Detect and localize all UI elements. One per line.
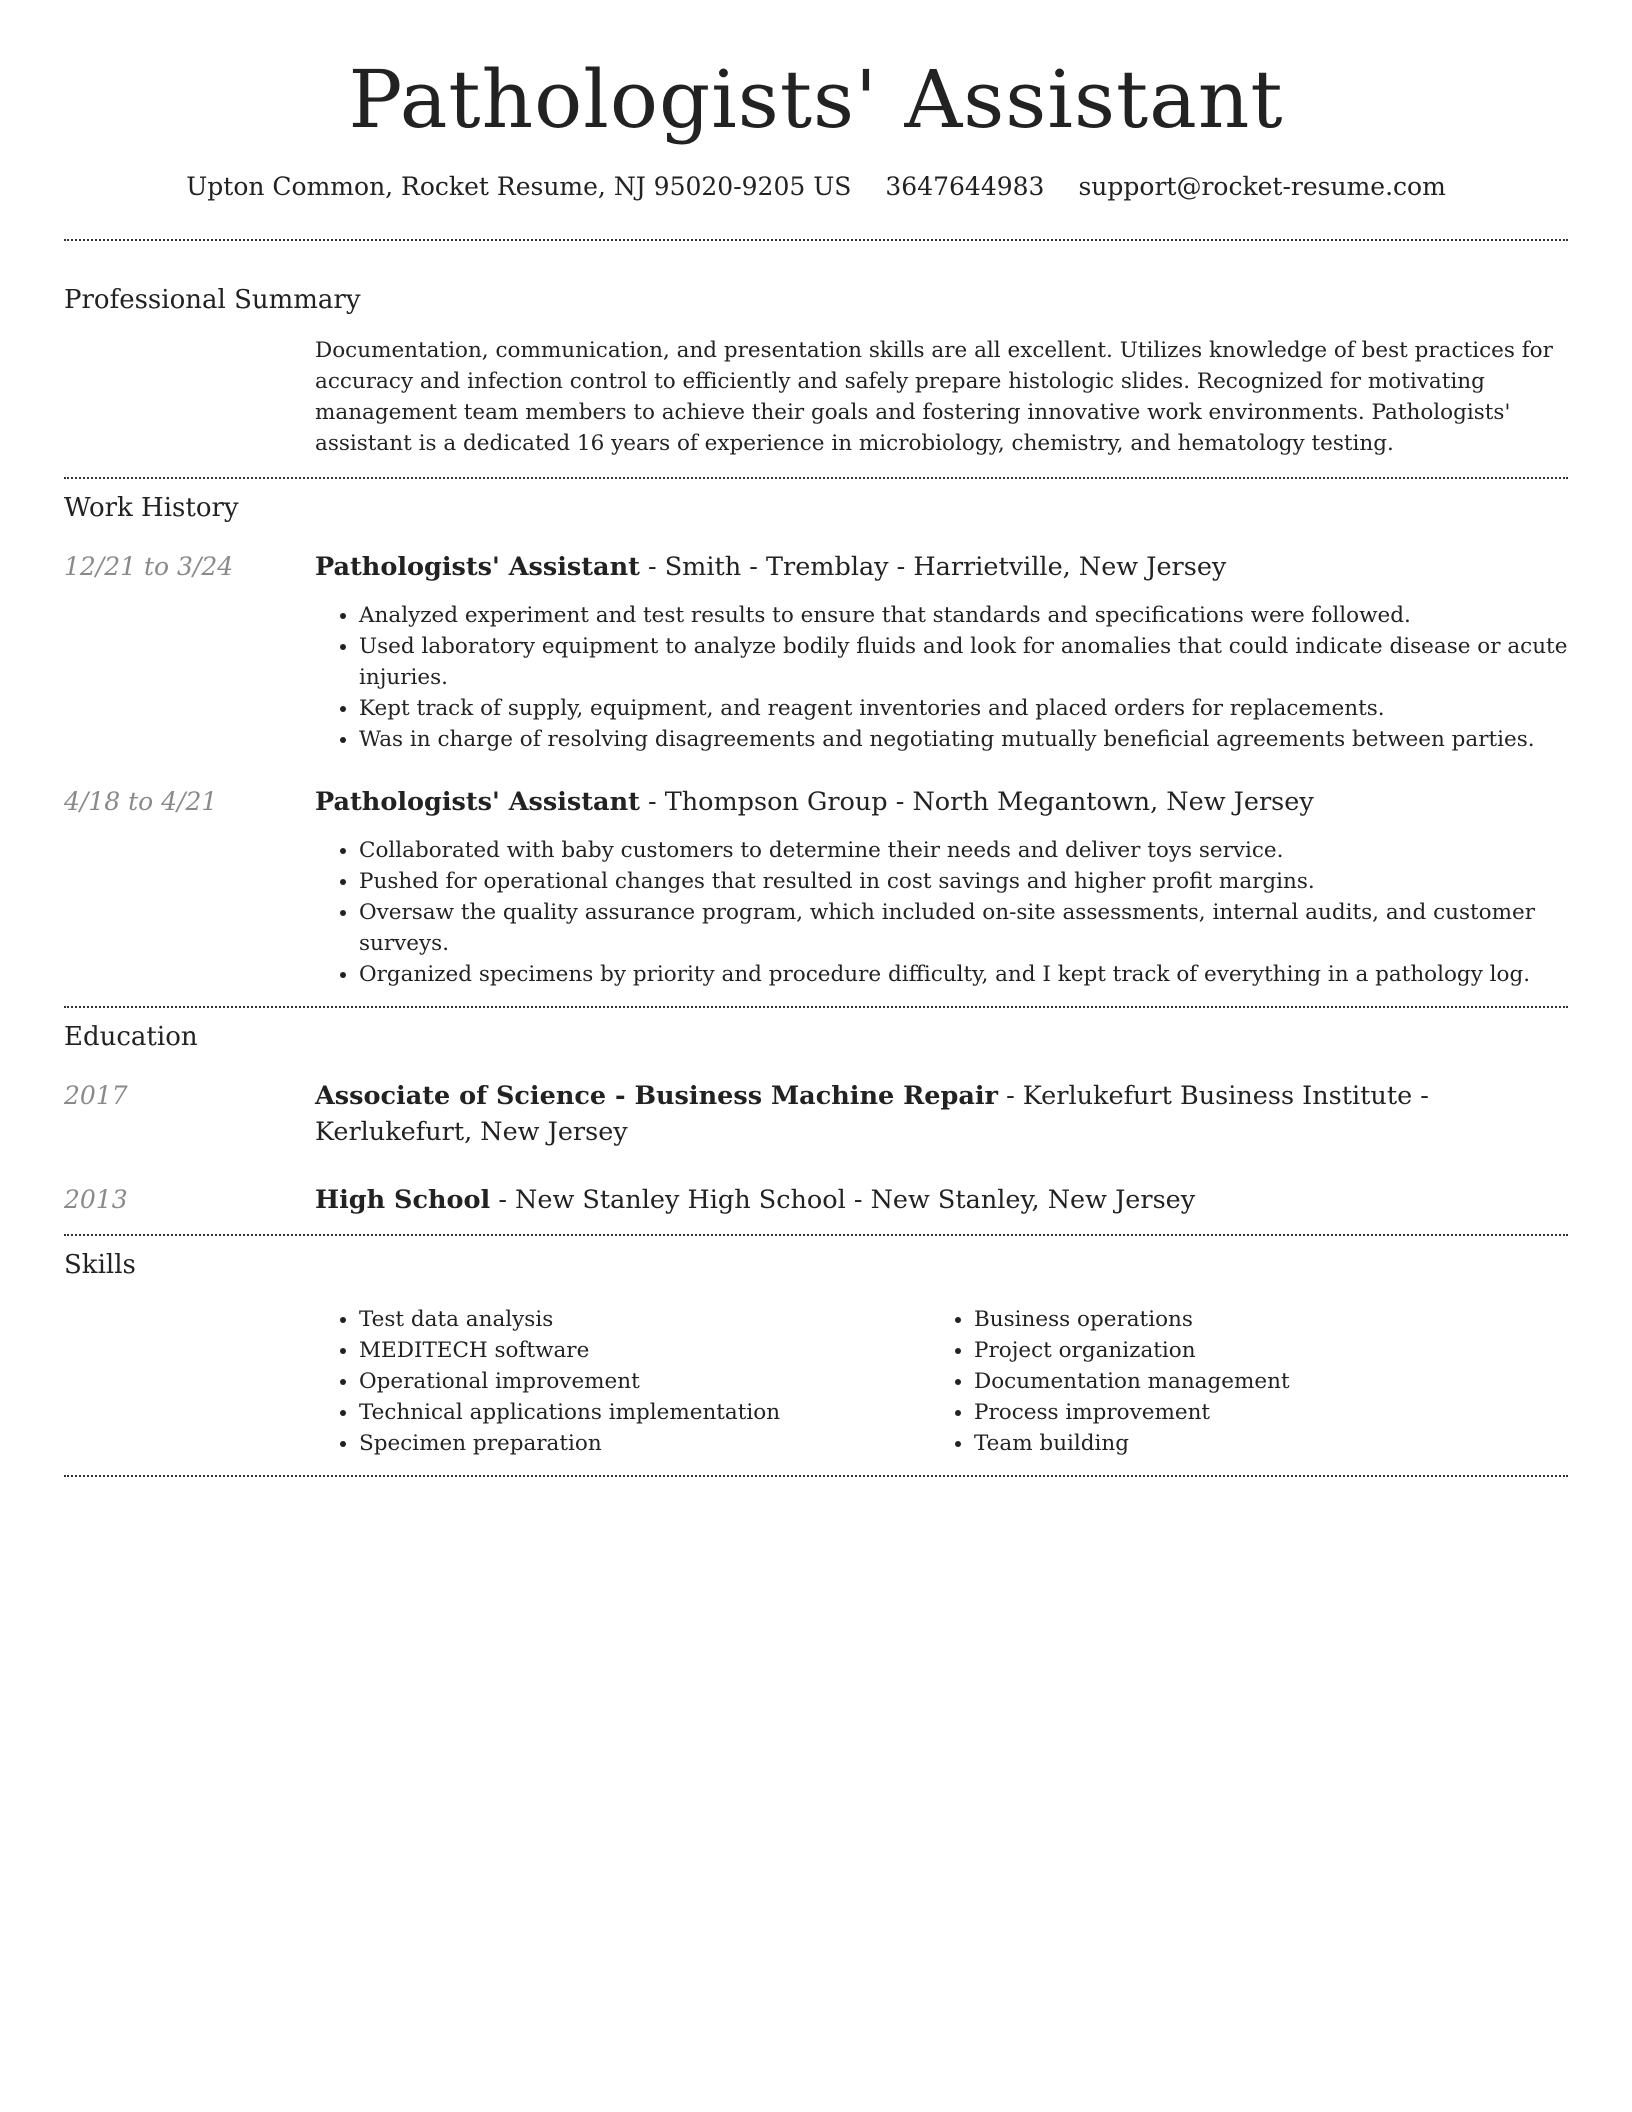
contact-info bbox=[64, 170, 1568, 204]
education-entry-heading bbox=[315, 1182, 1568, 1218]
education-divider bbox=[64, 1234, 1568, 1236]
education-year: 2017 bbox=[64, 1081, 128, 1110]
work-divider bbox=[64, 1006, 1568, 1008]
work-entry-dates: 12/21 to 3/24 bbox=[64, 552, 234, 581]
work-entry-employer: - Thompson Group - North Megantown, New Jersey bbox=[639, 787, 1314, 817]
work-entry-role: Pathologists' Assistant bbox=[315, 552, 640, 582]
education-entry bbox=[64, 1078, 1568, 1150]
skills-column-left bbox=[315, 1304, 930, 1459]
education-title: Education bbox=[64, 1022, 198, 1052]
skill-item: • Documentation management bbox=[974, 1366, 1545, 1397]
work-entry-body bbox=[315, 549, 1568, 755]
contact-email: support@rocket-resume.com bbox=[1078, 172, 1446, 201]
education-degree: Associate of Science - Business Machine Repair bbox=[315, 1081, 998, 1111]
contact-address: Upton Common, Rocket Resume, NJ 95020-9205 US bbox=[186, 172, 852, 201]
skill-item: • Operational improvement bbox=[359, 1366, 930, 1397]
summary-divider bbox=[64, 477, 1568, 479]
summary-text: Documentation, communication, and presentation skills are all excellent. Utilizes knowledge of best practices for accuracy and infection control to efficiently and safely prepare histologic slides. Recognized for motivating management team members to achieve their goals and fostering innovative work environments. Pathologists' assistant is a dedicated 16 years of experience in microbiology, chemistry, and hematology testing. bbox=[315, 338, 1553, 456]
work-history-title: Work History bbox=[64, 493, 239, 523]
work-entry-body bbox=[315, 784, 1568, 990]
work-history-section bbox=[64, 491, 1568, 1006]
skills-title: Skills bbox=[64, 1250, 136, 1280]
work-bullet: • Oversaw the quality assurance program, which included on-site assessments, internal audits, and customer surveys. bbox=[359, 897, 1568, 959]
skills-divider bbox=[64, 1475, 1568, 1477]
education-entry-body bbox=[315, 1182, 1568, 1218]
education-degree: High School bbox=[315, 1185, 491, 1215]
work-entry-bullets bbox=[315, 600, 1568, 755]
work-bullet: • Analyzed experiment and test results to ensure that standards and specifications were followed. bbox=[359, 600, 1568, 631]
summary-section bbox=[64, 283, 1568, 477]
work-bullet: • Kept track of supply, equipment, and reagent inventories and placed orders for replacements. bbox=[359, 693, 1568, 724]
work-entry-role: Pathologists' Assistant bbox=[315, 787, 640, 817]
work-entry bbox=[64, 549, 1568, 755]
education-institution: - Kerlukefurt Business Institute - Kerlukefurt, New Jersey bbox=[315, 1081, 1429, 1147]
skill-item: • Test data analysis bbox=[359, 1304, 930, 1335]
education-entry bbox=[64, 1182, 1568, 1218]
work-bullet: • Used laboratory equipment to analyze bodily fluids and look for anomalies that could indicate disease or acute injuries. bbox=[359, 631, 1568, 693]
work-entry-bullets bbox=[315, 835, 1568, 990]
education-entry-heading bbox=[315, 1078, 1568, 1150]
education-institution: - New Stanley High School - New Stanley, New Jersey bbox=[490, 1185, 1196, 1215]
header-divider bbox=[64, 239, 1568, 241]
work-bullet: • Was in charge of resolving disagreements and negotiating mutually beneficial agreements between parties. bbox=[359, 724, 1568, 755]
skill-item: • Technical applications implementation bbox=[359, 1397, 930, 1428]
summary-title: Professional Summary bbox=[64, 285, 361, 315]
work-entry bbox=[64, 784, 1568, 990]
education-year: 2013 bbox=[64, 1185, 128, 1214]
skill-item: • Specimen preparation bbox=[359, 1428, 930, 1459]
skill-item: • Business operations bbox=[974, 1304, 1545, 1335]
skill-item: • MEDITECH software bbox=[359, 1335, 930, 1366]
skill-item: • Process improvement bbox=[974, 1397, 1545, 1428]
work-entry-heading bbox=[315, 549, 1568, 585]
skills-section bbox=[64, 1248, 1568, 1475]
candidate-name: Pathologists' Assistant bbox=[348, 53, 1284, 146]
skill-item: • Project organization bbox=[974, 1335, 1545, 1366]
work-bullet: • Pushed for operational changes that resulted in cost savings and higher profit margins. bbox=[359, 866, 1568, 897]
education-entry-body bbox=[315, 1078, 1568, 1150]
work-entry-dates: 4/18 to 4/21 bbox=[64, 787, 218, 816]
contact-phone: 3647644983 bbox=[885, 172, 1045, 201]
work-bullet: • Organized specimens by priority and procedure difficulty, and I kept track of everything in a pathology log. bbox=[359, 959, 1568, 990]
skills-column-right bbox=[930, 1304, 1545, 1459]
skills-list bbox=[315, 1304, 1568, 1475]
work-entry-employer: - Smith - Tremblay - Harrietville, New Jersey bbox=[639, 552, 1227, 582]
work-bullet: • Collaborated with baby customers to determine their needs and deliver toys service. bbox=[359, 835, 1568, 866]
skill-item: • Team building bbox=[974, 1428, 1545, 1459]
work-entry-heading bbox=[315, 784, 1568, 820]
education-section bbox=[64, 1020, 1568, 1234]
